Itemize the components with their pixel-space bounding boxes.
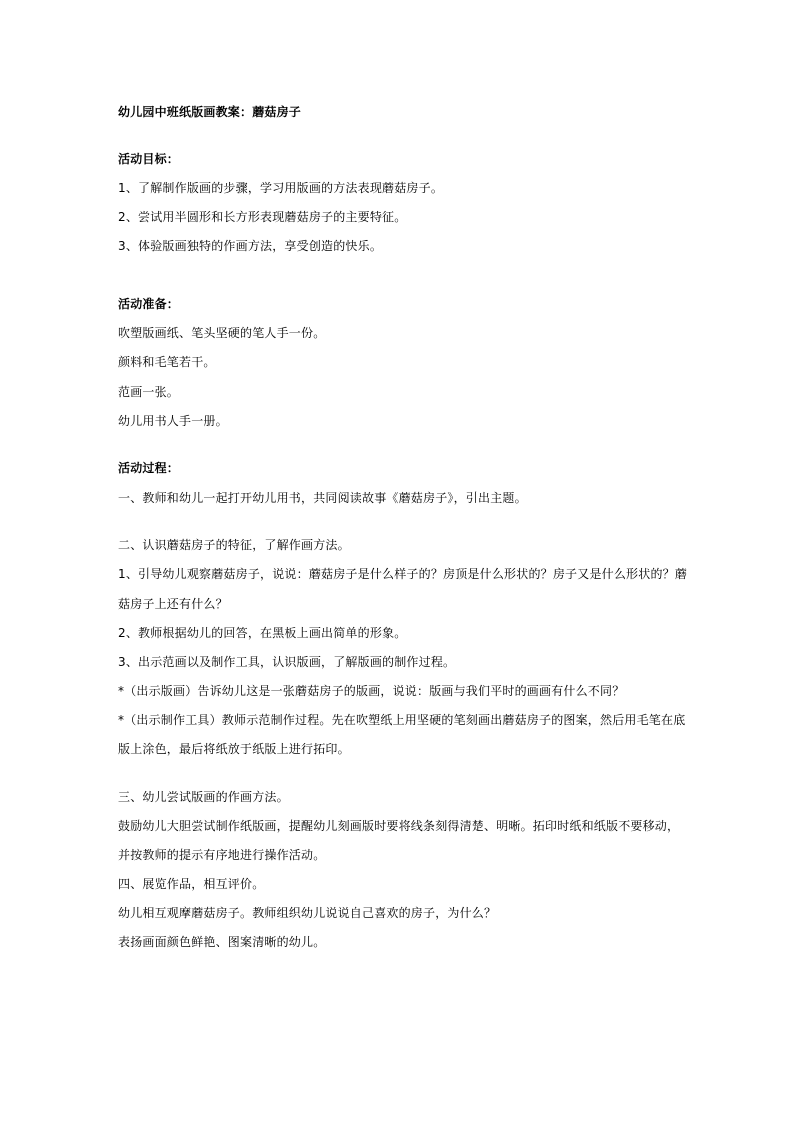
process-step-2-line: *（出示版画）告诉幼儿这是一张蘑菇房子的版画，说说：版画与我们平时的画画有什么不同？	[118, 684, 625, 698]
process-heading: 活动过程：	[118, 461, 180, 475]
process-step-2-line: 1、引导幼儿观察蘑菇房子，说说：蘑菇房子是什么样子的？房顶是什么形状的？房子又是什么形状的？蘑	[118, 567, 688, 581]
goals-heading: 活动目标：	[118, 152, 180, 166]
process-step-2-line: 3、出示范画以及制作工具，认识版画，了解版画的制作过程。	[118, 655, 456, 669]
goal-item-2: 2、尝试用半圆形和长方形表现蘑菇房子的主要特征。	[118, 210, 407, 224]
prep-item-1: 吹塑版画纸、笔头坚硬的笔人手一份。	[118, 326, 326, 340]
process-step-3-title: 三、幼儿尝试版画的作画方法。	[118, 790, 289, 804]
prep-heading: 活动准备：	[118, 297, 180, 311]
process-step-2-line: 菇房子上还有什么？	[118, 597, 228, 611]
process-step-2-line: *（出示制作工具）教师示范制作过程。先在吹塑纸上用坚硬的笔刻画出蘑菇房子的图案，然后用毛笔在底	[118, 713, 686, 727]
process-step-2-title: 二、认识蘑菇房子的特征，了解作画方法。	[118, 538, 350, 552]
process-step-2-line: 版上涂色，最后将纸放于纸版上进行拓印。	[118, 742, 350, 756]
prep-item-2: 颜料和毛笔若干。	[118, 355, 216, 369]
prep-item-4: 幼儿用书人手一册。	[118, 414, 228, 428]
process-step-4-line: 幼儿相互观摩蘑菇房子。教师组织幼儿说说自己喜欢的房子，为什么？	[118, 906, 497, 920]
process-step-4-title: 四、展览作品，相互评价。	[118, 877, 265, 891]
process-step-2-line: 2、教师根据幼儿的回答，在黑板上画出简单的形象。	[118, 626, 407, 640]
process-step-1: 一、教师和幼儿一起打开幼儿用书，共同阅读故事《蘑菇房子》，引出主题。	[118, 491, 527, 505]
goal-item-3: 3、体验版画独特的作画方法，享受创造的快乐。	[118, 239, 383, 253]
document-title: 幼儿园中班纸版画教案：蘑菇房子	[118, 105, 302, 119]
process-step-4-line: 表扬画面颜色鲜艳、图案清晰的幼儿。	[118, 935, 326, 949]
process-step-3-line: 鼓励幼儿大胆尝试制作纸版画，提醒幼儿刻画版时要将线条刻得清楚、明晰。拓印时纸和纸版不要移动，	[118, 819, 680, 833]
process-step-3-line: 并按教师的提示有序地进行操作活动。	[118, 848, 326, 862]
goal-item-1: 1、了解制作版画的步骤，学习用版画的方法表现蘑菇房子。	[118, 181, 444, 195]
prep-item-3: 范画一张。	[118, 385, 180, 399]
